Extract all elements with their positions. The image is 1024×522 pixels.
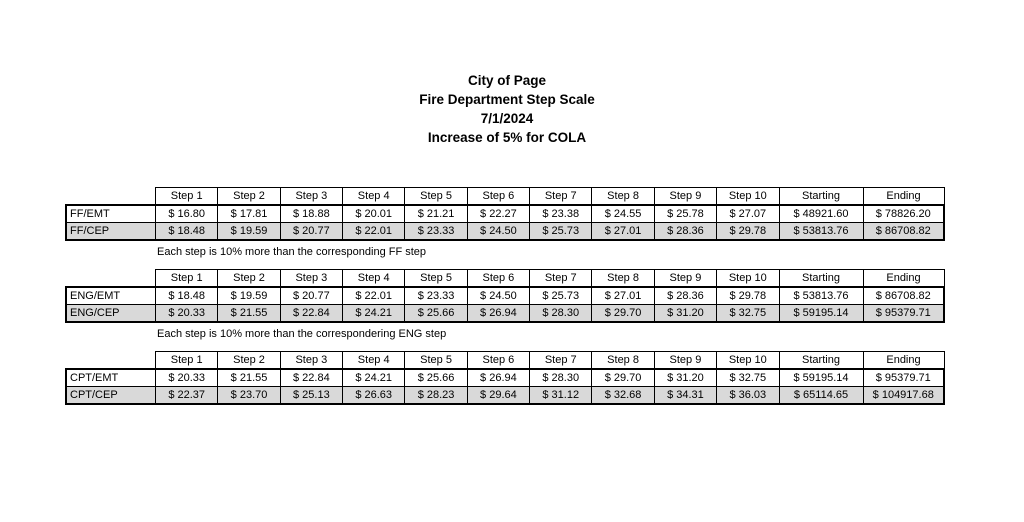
rate-cell: $ 20.33	[156, 305, 218, 323]
corner-cell	[66, 188, 156, 206]
rate-cell: $ 25.78	[654, 205, 716, 223]
rate-cell: $ 22.01	[343, 287, 405, 305]
column-header: Starting	[779, 352, 863, 370]
rate-cell: $ 25.66	[405, 305, 467, 323]
column-header: Ending	[863, 352, 944, 370]
rate-cell: $ 53813.76	[779, 287, 863, 305]
column-header: Starting	[779, 270, 863, 288]
rate-cell: $ 25.73	[530, 223, 592, 241]
column-header: Step 10	[717, 352, 779, 370]
rate-cell: $ 20.33	[156, 369, 218, 387]
rate-cell: $ 18.48	[156, 223, 218, 241]
column-header: Step 8	[592, 270, 654, 288]
rate-cell: $ 29.78	[717, 223, 779, 241]
column-header: Step 2	[218, 270, 280, 288]
column-header: Step 10	[717, 188, 779, 206]
rate-cell: $ 22.84	[280, 369, 342, 387]
rate-cell: $ 28.23	[405, 387, 467, 405]
rate-cell: $ 20.77	[280, 223, 342, 241]
rate-cell: $ 23.70	[218, 387, 280, 405]
column-header: Ending	[863, 188, 944, 206]
rate-cell: $ 19.59	[218, 287, 280, 305]
title-cola: Increase of 5% for COLA	[427, 130, 587, 145]
column-header: Step 7	[530, 352, 592, 370]
cpt-step-table	[65, 351, 945, 405]
row-label: ENG/EMT	[66, 287, 156, 305]
rate-cell: $ 27.07	[717, 205, 779, 223]
column-header: Step 3	[280, 188, 342, 206]
column-header: Step 3	[280, 270, 342, 288]
column-header: Step 9	[654, 270, 716, 288]
rate-cell: $ 95379.71	[863, 369, 944, 387]
rate-cell: $ 18.88	[280, 205, 342, 223]
rate-cell: $ 25.66	[405, 369, 467, 387]
column-header: Step 7	[530, 188, 592, 206]
column-header: Starting	[779, 188, 863, 206]
rate-cell: $ 28.30	[530, 369, 592, 387]
rate-cell: $ 95379.71	[863, 305, 944, 323]
title-city: City of Page	[467, 73, 546, 88]
rate-cell: $ 23.33	[405, 223, 467, 241]
rate-cell: $ 26.94	[467, 305, 529, 323]
rate-cell: $ 18.48	[156, 287, 218, 305]
rate-cell: $ 104917.68	[863, 387, 944, 405]
rate-cell: $ 31.20	[654, 305, 716, 323]
rate-cell: $ 20.77	[280, 287, 342, 305]
corner-cell	[66, 270, 156, 288]
column-header: Step 9	[654, 188, 716, 206]
column-header: Step 10	[717, 270, 779, 288]
column-header: Step 8	[592, 352, 654, 370]
table-row	[66, 205, 944, 223]
rate-cell: $ 32.75	[717, 369, 779, 387]
column-header: Step 4	[343, 352, 405, 370]
rate-cell: $ 36.03	[717, 387, 779, 405]
rate-cell: $ 22.37	[156, 387, 218, 405]
rate-cell: $ 65114.65	[779, 387, 863, 405]
rate-cell: $ 22.27	[467, 205, 529, 223]
column-header: Step 2	[218, 188, 280, 206]
table-row	[66, 305, 944, 323]
column-header: Step 9	[654, 352, 716, 370]
rate-cell: $ 24.55	[592, 205, 654, 223]
table-row	[66, 287, 944, 305]
column-header: Step 5	[405, 352, 467, 370]
rate-cell: $ 24.50	[467, 287, 529, 305]
rate-cell: $ 21.55	[218, 305, 280, 323]
rate-cell: $ 86708.82	[863, 287, 944, 305]
eng-step-table	[65, 269, 945, 323]
corner-cell	[66, 352, 156, 370]
column-header: Step 3	[280, 352, 342, 370]
ff-step-note: Each step is 10% more than the corresponding FF step	[157, 246, 427, 258]
rate-cell: $ 19.59	[218, 223, 280, 241]
table-row	[66, 223, 944, 241]
rate-cell: $ 32.68	[592, 387, 654, 405]
rate-cell: $ 31.12	[530, 387, 592, 405]
rate-cell: $ 23.33	[405, 287, 467, 305]
column-header: Step 5	[405, 270, 467, 288]
rate-cell: $ 26.63	[343, 387, 405, 405]
rate-cell: $ 27.01	[592, 287, 654, 305]
row-label: CPT/CEP	[66, 387, 156, 405]
rate-cell: $ 24.50	[467, 223, 529, 241]
header-row	[66, 188, 944, 206]
rate-cell: $ 22.84	[280, 305, 342, 323]
rate-cell: $ 22.01	[343, 223, 405, 241]
column-header: Step 6	[467, 188, 529, 206]
eng-step-note: Each step is 10% more than the correspondering ENG step	[157, 328, 447, 340]
rate-cell: $ 48921.60	[779, 205, 863, 223]
title-date: 7/1/2024	[480, 111, 534, 126]
rate-cell: $ 29.70	[592, 305, 654, 323]
rate-cell: $ 16.80	[156, 205, 218, 223]
rate-cell: $ 59195.14	[779, 369, 863, 387]
rate-cell: $ 53813.76	[779, 223, 863, 241]
column-header: Step 4	[343, 188, 405, 206]
rate-cell: $ 31.20	[654, 369, 716, 387]
column-header: Step 4	[343, 270, 405, 288]
rate-cell: $ 29.64	[467, 387, 529, 405]
column-header: Step 1	[156, 270, 218, 288]
rate-cell: $ 27.01	[592, 223, 654, 241]
title-document: Fire Department Step Scale	[419, 92, 595, 107]
rate-cell: $ 78826.20	[863, 205, 944, 223]
document-title-block	[0, 71, 1014, 147]
column-header: Step 1	[156, 352, 218, 370]
rate-cell: $ 25.73	[530, 287, 592, 305]
row-label: FF/CEP	[66, 223, 156, 241]
rate-cell: $ 29.70	[592, 369, 654, 387]
table-row	[66, 387, 944, 405]
rate-cell: $ 86708.82	[863, 223, 944, 241]
row-label: CPT/EMT	[66, 369, 156, 387]
column-header: Step 7	[530, 270, 592, 288]
rate-cell: $ 59195.14	[779, 305, 863, 323]
rate-cell: $ 23.38	[530, 205, 592, 223]
table-row	[66, 369, 944, 387]
rate-cell: $ 32.75	[717, 305, 779, 323]
rate-cell: $ 21.21	[405, 205, 467, 223]
rate-cell: $ 28.36	[654, 223, 716, 241]
rate-cell: $ 20.01	[343, 205, 405, 223]
rate-cell: $ 26.94	[467, 369, 529, 387]
row-label: ENG/CEP	[66, 305, 156, 323]
rate-cell: $ 29.78	[717, 287, 779, 305]
rate-cell: $ 25.13	[280, 387, 342, 405]
column-header: Step 5	[405, 188, 467, 206]
rate-cell: $ 34.31	[654, 387, 716, 405]
header-row	[66, 270, 944, 288]
column-header: Ending	[863, 270, 944, 288]
ff-step-table	[65, 187, 945, 241]
header-row	[66, 352, 944, 370]
rate-cell: $ 24.21	[343, 305, 405, 323]
row-label: FF/EMT	[66, 205, 156, 223]
rate-cell: $ 28.36	[654, 287, 716, 305]
column-header: Step 8	[592, 188, 654, 206]
rate-cell: $ 17.81	[218, 205, 280, 223]
rate-cell: $ 21.55	[218, 369, 280, 387]
column-header: Step 1	[156, 188, 218, 206]
column-header: Step 2	[218, 352, 280, 370]
column-header: Step 6	[467, 352, 529, 370]
column-header: Step 6	[467, 270, 529, 288]
rate-cell: $ 24.21	[343, 369, 405, 387]
rate-cell: $ 28.30	[530, 305, 592, 323]
